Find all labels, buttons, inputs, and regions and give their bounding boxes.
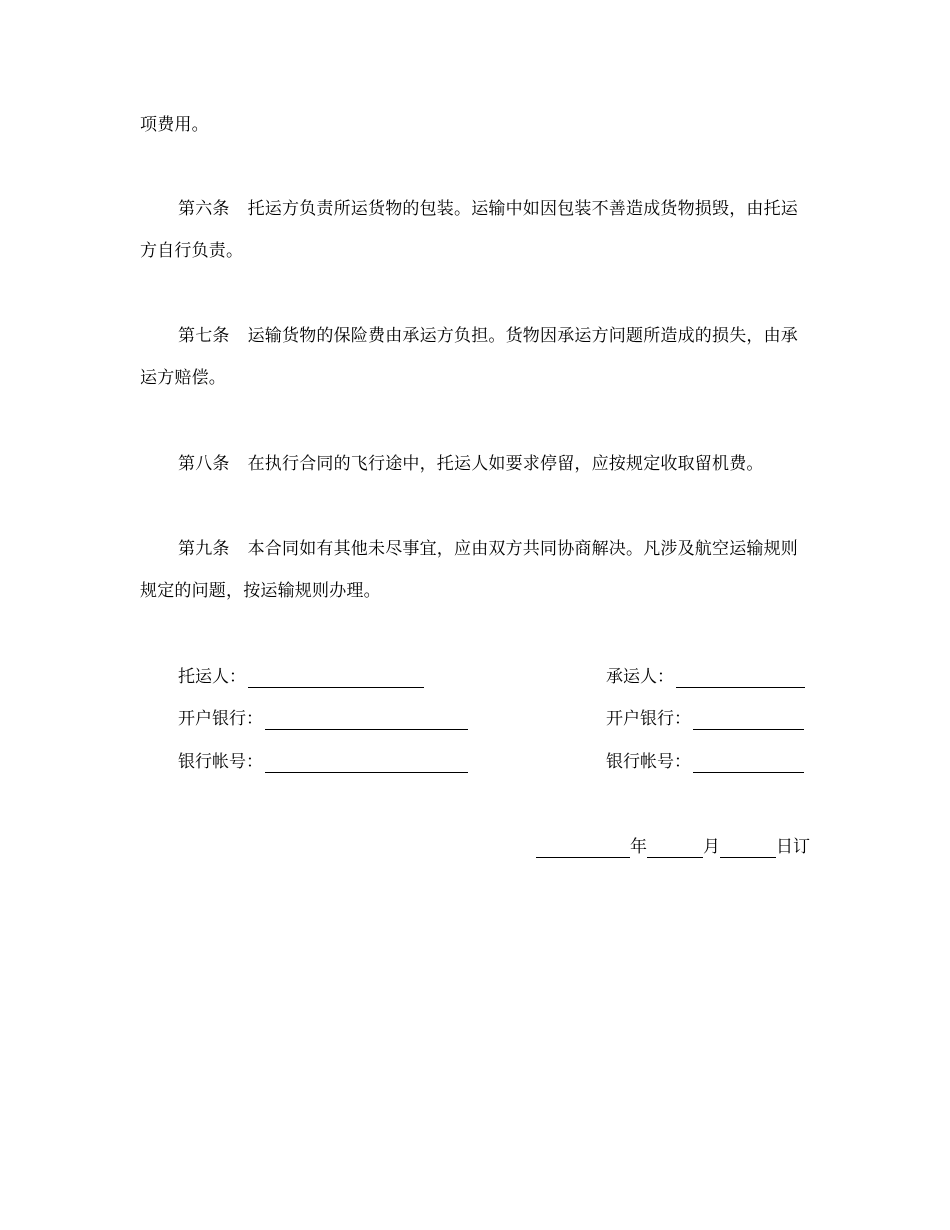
shipper-bank-row bbox=[178, 708, 468, 730]
month-blank bbox=[647, 839, 703, 858]
shipper-row bbox=[178, 666, 424, 688]
month-label: 月 bbox=[703, 837, 720, 857]
article-9-text: 本合同如有其他未尽事宜，应由双方共同协商解决。凡涉及航空运输规则规定的问题，按运输规则办理。 bbox=[140, 539, 799, 601]
article-6 bbox=[140, 188, 812, 272]
article-7-heading: 第七条 bbox=[178, 326, 230, 346]
article-7 bbox=[140, 315, 812, 399]
carrier-row bbox=[606, 666, 805, 688]
carrier-account-blank bbox=[693, 754, 804, 773]
article-8-heading: 第八条 bbox=[178, 454, 230, 474]
year-label: 年 bbox=[630, 837, 647, 857]
article-6-heading: 第六条 bbox=[178, 199, 230, 219]
year-blank bbox=[536, 839, 630, 858]
article-9-heading: 第九条 bbox=[178, 539, 230, 559]
carrier-label: 承运人： bbox=[606, 667, 674, 687]
signing-date-line bbox=[536, 836, 810, 858]
carrier-account-label: 银行帐号： bbox=[606, 752, 691, 772]
carrier-bank-row bbox=[606, 708, 804, 730]
shipper-bank-label: 开户银行： bbox=[178, 709, 263, 729]
carrier-bank-label: 开户银行： bbox=[606, 709, 691, 729]
carrier-account-row bbox=[606, 751, 804, 773]
carrier-bank-blank bbox=[693, 711, 804, 730]
shipper-label: 托运人： bbox=[178, 667, 246, 687]
shipper-account-blank bbox=[265, 754, 468, 773]
article-8 bbox=[140, 443, 812, 485]
article-8-text: 在执行合同的飞行途中，托运人如要求停留，应按规定收取留机费。 bbox=[247, 454, 764, 474]
shipper-account-label: 银行帐号： bbox=[178, 752, 263, 772]
continued-fragment: 项费用。 bbox=[140, 115, 209, 135]
carrier-blank bbox=[676, 669, 805, 688]
shipper-blank bbox=[248, 669, 424, 688]
shipper-account-row bbox=[178, 751, 468, 773]
article-9 bbox=[140, 528, 812, 612]
article-6-text: 托运方负责所运货物的包装。运输中如因包装不善造成货物损毁，由托运方自行负责。 bbox=[140, 199, 799, 261]
shipper-bank-blank bbox=[265, 711, 468, 730]
day-label: 日订 bbox=[776, 837, 810, 857]
day-blank bbox=[720, 839, 776, 858]
article-7-text: 运输货物的保险费由承运方负担。货物因承运方问题所造成的损失，由承运方赔偿。 bbox=[140, 326, 799, 388]
